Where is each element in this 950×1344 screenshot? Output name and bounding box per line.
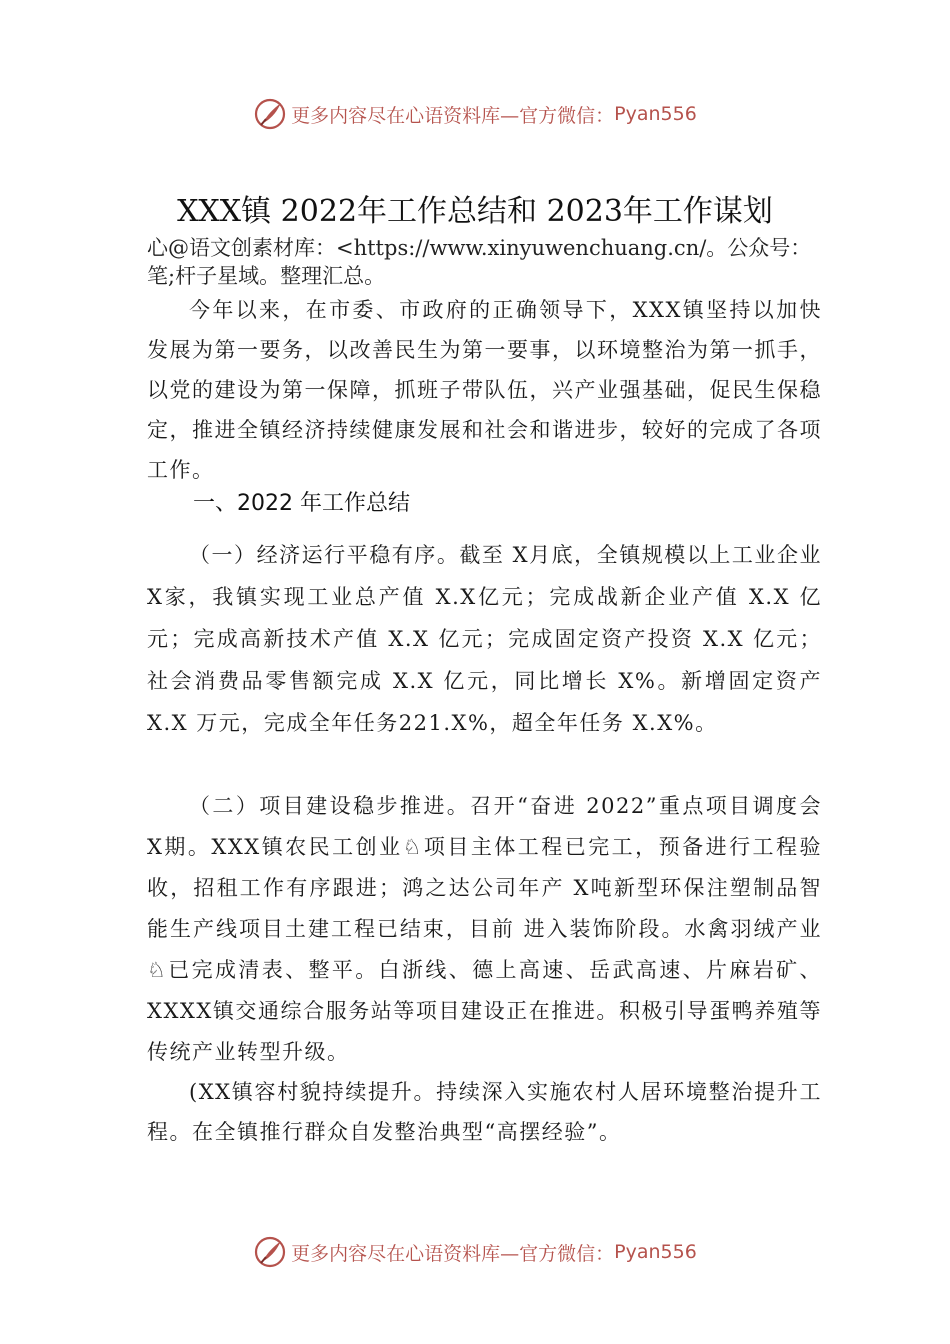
footer-banner [0, 1232, 950, 1272]
intro-paragraph: 今年以来，在市委、市政府的正确领导下，XXX镇坚持以加快发展为第一要务，以改善民生为第一要事，以环境整治为第一抓手，以党的建设为第一保障，抓班子带队伍，兴产业强基础，促民生保稳定，推进全镇经济持续健康发展和社会和谐进步，较好的完成了各项工作。 [147, 298, 822, 482]
source-line: 心@语文创素材库：<https://www.xinyuwenchuang.cn/。公众号：笔;杆子星域。整理汇总。 [147, 236, 812, 288]
economy-paragraph: （一）经济运行平稳有序。截至 X月底，全镇规模以上工业企业 X家，我镇实现工业总产值 X.X亿元；完成战新企业产值 X.X 亿元；完成高新技术产值 X.X 亿元；完成固定资产投资 X.X 亿元；社会消费品零售额完成 X.X 亿元，同比增长 X%。新增固定资产 X.X 万元，完成全年任务221.X%，超全年任务 X.X%。 [147, 543, 822, 735]
banner-text: 更多内容尽在心语资料库—官方微信： [291, 104, 615, 127]
banner-text: 更多内容尽在心语资料库—官方微信： [291, 1242, 615, 1265]
banner-wechat-handle: Pyan556 [614, 103, 697, 125]
section-heading: 一、2022 年工作总结 [193, 491, 410, 516]
projects-paragraph: （二）项目建设稳步推进。召开“奋进 2022”重点项目调度会 X期。XXX镇农民工创业♘项目主体工程已完工，预备进行工程验收，招租工作有序跟进；鸿之达公司年产 X吨新型环保注塑制品智能生产线项目土建工程已结束，目前 进入装饰阶段。水禽羽绒产业♘已完成清表、整平。白浙线、德上高速、岳武高速、片麻岩矿、XXXX镇交通综合服务站等项目建设正在推进。积极引导蛋鸭养殖等传统产业转型升级。 [147, 794, 822, 1064]
header-banner [0, 94, 950, 134]
quill-pen-logo-icon [253, 97, 287, 131]
banner-wechat-handle: Pyan556 [614, 1241, 697, 1263]
quill-pen-logo-icon [253, 1235, 287, 1269]
document-title: XXX镇 2022年工作总结和 2023年工作谋划 [177, 194, 773, 229]
village-paragraph: (XX镇容村貌持续提升。持续深入实施农村人居环境整治提升工程。在全镇推行群众自发整治典型“高摆经验”。 [147, 1080, 822, 1144]
